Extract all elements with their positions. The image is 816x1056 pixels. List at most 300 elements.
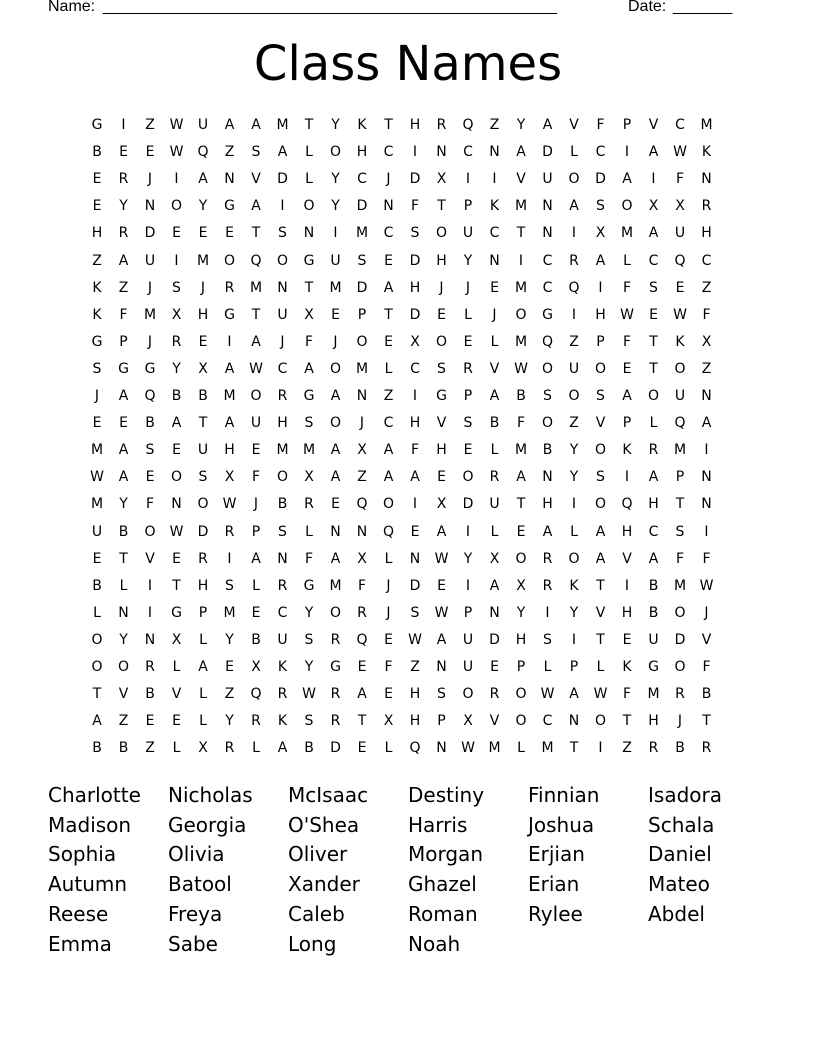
grid-letter: A: [198, 659, 208, 675]
grid-letter: B: [198, 388, 208, 404]
grid-letter: P: [569, 659, 579, 675]
grid-letter: S: [278, 523, 287, 540]
grid-letter: T: [198, 415, 208, 432]
grid-letter: O: [621, 198, 633, 215]
grid-letter: I: [174, 252, 179, 269]
grid-letter: K: [489, 198, 500, 215]
grid-letter: C: [542, 279, 553, 296]
grid-letter: I: [624, 144, 630, 161]
grid-letter: O: [541, 415, 554, 432]
grid-letter: E: [92, 415, 102, 432]
grid-letter: U: [542, 171, 553, 188]
grid-letter: D: [277, 171, 288, 188]
grid-letter: N: [356, 523, 368, 540]
grid-letter: L: [570, 144, 578, 161]
grid-letter: Q: [541, 333, 554, 350]
grid-letter: T: [384, 306, 393, 323]
grid-letter: O: [382, 496, 395, 513]
grid-letter: H: [409, 279, 421, 296]
grid-letter: E: [145, 144, 155, 161]
grid-letter: N: [171, 496, 182, 513]
grid-letter: K: [277, 659, 288, 675]
grid-letter: N: [144, 631, 156, 648]
grid-letter: N: [489, 604, 500, 621]
grid-letter: H: [91, 225, 103, 242]
grid-letter: A: [251, 117, 261, 133]
grid-letter: U: [250, 415, 262, 432]
grid-letter: A: [648, 550, 659, 567]
grid-letter: A: [622, 388, 632, 404]
grid-letter: O: [276, 252, 289, 269]
grid-letter: I: [412, 144, 418, 161]
grid-letter: R: [277, 577, 288, 594]
grid-letter: M: [514, 279, 528, 296]
grid-letter: S: [410, 604, 420, 621]
grid-letter: V: [622, 550, 632, 567]
grid-letter: F: [596, 117, 605, 133]
grid-letter: X: [436, 496, 447, 513]
grid-letter: H: [409, 713, 421, 730]
grid-letter: B: [171, 388, 182, 404]
grid-letter: N: [542, 225, 553, 242]
grid-letter: Z: [118, 713, 129, 730]
grid-letter: G: [118, 360, 129, 377]
grid-letter: I: [545, 604, 550, 621]
grid-letter: G: [224, 306, 235, 323]
grid-letter: V: [516, 171, 526, 188]
grid-letter: I: [412, 388, 418, 404]
grid-letter: I: [465, 523, 471, 540]
grid-letter: W: [434, 550, 449, 567]
grid-letter: S: [304, 631, 314, 648]
grid-letter: O: [515, 713, 527, 730]
grid-letter: M: [249, 279, 263, 296]
grid-letter: N: [303, 225, 315, 242]
grid-letter: A: [330, 550, 341, 567]
grid-letter: C: [701, 252, 712, 269]
grid-letter: E: [119, 415, 128, 432]
grid-letter: Z: [224, 144, 235, 161]
word-list-item: Daniel: [648, 842, 712, 867]
grid-letter: A: [330, 442, 341, 459]
grid-letter: U: [568, 360, 580, 377]
grid-letter: O: [197, 496, 209, 513]
grid-letter: H: [648, 496, 659, 513]
grid-letter: H: [409, 686, 421, 703]
grid-letter: O: [462, 686, 474, 703]
grid-letter: D: [595, 171, 606, 188]
grid-letter: J: [333, 333, 338, 350]
grid-letter: N: [701, 496, 712, 513]
grid-letter: M: [673, 442, 687, 459]
grid-letter: C: [542, 252, 553, 269]
grid-letter: B: [701, 686, 712, 703]
grid-letter: X: [516, 577, 526, 594]
grid-letter: M: [276, 442, 289, 459]
grid-letter: I: [333, 225, 338, 242]
grid-letter: E: [225, 659, 234, 675]
word-list-item: Erjian: [528, 842, 585, 867]
grid-letter: X: [224, 469, 235, 486]
grid-letter: R: [701, 198, 712, 215]
grid-letter: E: [225, 225, 234, 242]
grid-letter: A: [622, 171, 632, 188]
grid-letter: S: [278, 225, 287, 242]
grid-letter: Q: [356, 631, 368, 648]
grid-letter: F: [622, 279, 632, 296]
grid-letter: D: [489, 631, 500, 648]
grid-letter: D: [409, 577, 421, 594]
grid-letter: C: [383, 415, 394, 432]
grid-letter: O: [329, 604, 342, 621]
grid-letter: C: [277, 360, 288, 377]
grid-letter: M: [90, 442, 104, 459]
letter-grid: [84, 112, 732, 760]
grid-letter: I: [465, 171, 471, 188]
grid-letter: D: [330, 740, 341, 757]
grid-letter: H: [277, 415, 288, 432]
grid-letter: F: [675, 171, 685, 188]
grid-letter: T: [437, 198, 446, 215]
grid-letter: G: [91, 333, 103, 350]
grid-letter: E: [331, 306, 340, 323]
grid-letter: U: [144, 252, 156, 269]
grid-letter: X: [357, 550, 367, 567]
grid-letter: O: [250, 388, 262, 404]
grid-letter: Y: [119, 496, 128, 513]
grid-letter: N: [489, 252, 500, 269]
grid-letter: E: [172, 713, 181, 730]
grid-letter: A: [251, 198, 261, 215]
word-list-item: Finnian: [528, 783, 600, 807]
grid-letter: X: [171, 631, 182, 648]
grid-letter: S: [198, 469, 208, 486]
grid-letter: A: [595, 252, 606, 269]
grid-letter: I: [571, 496, 577, 513]
word-list-item: Autumn: [48, 872, 128, 897]
grid-letter: A: [648, 469, 659, 486]
grid-letter: S: [596, 388, 605, 404]
grid-letter: G: [303, 252, 315, 269]
grid-letter: U: [462, 225, 474, 242]
grid-letter: Y: [516, 117, 526, 133]
grid-letter: O: [91, 631, 103, 648]
grid-letter: W: [673, 144, 687, 161]
page-title: Class Names: [253, 36, 563, 92]
grid-letter: W: [169, 144, 184, 161]
grid-letter: L: [490, 523, 499, 540]
grid-letter: I: [121, 117, 126, 133]
grid-letter: F: [622, 333, 632, 350]
grid-letter: S: [92, 360, 102, 377]
grid-letter: J: [386, 577, 391, 594]
grid-letter: X: [436, 171, 447, 188]
grid-letter: E: [198, 225, 208, 242]
grid-letter: C: [675, 117, 685, 133]
grid-letter: C: [383, 144, 394, 161]
grid-letter: R: [171, 333, 182, 350]
grid-letter: L: [305, 171, 313, 188]
grid-letter: F: [357, 577, 367, 594]
grid-letter: X: [304, 469, 314, 486]
grid-letter: A: [383, 469, 394, 486]
word-list-item: Madison: [48, 812, 132, 837]
grid-letter: Q: [674, 415, 686, 432]
grid-letter: H: [409, 117, 421, 133]
word-list-item: Caleb: [288, 901, 345, 926]
grid-letter: O: [674, 360, 686, 377]
word-list-item: Rylee: [528, 901, 583, 926]
grid-letter: R: [304, 496, 314, 513]
word-list-item: Harris: [408, 812, 468, 837]
grid-letter: P: [463, 388, 473, 404]
word-list-item: Noah: [408, 931, 461, 956]
grid-letter: N: [701, 469, 712, 486]
grid-letter: Q: [356, 496, 368, 513]
grid-letter: E: [490, 659, 499, 675]
grid-letter: S: [463, 415, 473, 432]
grid-letter: R: [118, 225, 129, 242]
grid-letter: M: [329, 577, 342, 594]
word-list-item: Batool: [168, 872, 232, 897]
grid-letter: A: [648, 144, 659, 161]
grid-letter: A: [436, 523, 447, 540]
grid-letter: I: [227, 550, 232, 567]
grid-letter: T: [649, 360, 658, 377]
date-line: _______: [673, 0, 732, 15]
name-line: ______________________________________________________: [103, 0, 557, 15]
grid-letter: A: [516, 469, 526, 486]
grid-letter: X: [198, 360, 208, 377]
grid-letter: Z: [145, 740, 155, 757]
word-list-item: Olivia: [168, 842, 225, 867]
grid-letter: F: [702, 659, 711, 675]
grid-letter: E: [490, 279, 499, 296]
grid-letter: N: [224, 171, 235, 188]
grid-letter: T: [622, 713, 632, 730]
word-list-item: Erian: [528, 872, 580, 897]
grid-letter: Q: [250, 686, 262, 703]
grid-letter: C: [648, 523, 659, 540]
grid-letter: B: [304, 740, 314, 757]
grid-letter: I: [465, 577, 471, 594]
grid-letter: A: [198, 171, 208, 188]
grid-letter: Z: [569, 415, 579, 432]
grid-letter: I: [571, 631, 577, 648]
grid-letter: E: [622, 360, 632, 377]
grid-letter: N: [277, 550, 288, 567]
grid-letter: R: [701, 740, 712, 757]
grid-letter: O: [674, 659, 686, 675]
grid-letter: D: [409, 171, 421, 188]
grid-letter: X: [304, 306, 314, 323]
grid-letter: A: [357, 686, 367, 703]
grid-letter: T: [357, 713, 367, 730]
grid-letter: M: [143, 306, 157, 323]
grid-letter: N: [436, 740, 447, 757]
grid-letter: T: [304, 279, 314, 296]
word-list-item: O'Shea: [288, 812, 360, 837]
grid-letter: T: [516, 496, 526, 513]
grid-letter: P: [463, 198, 473, 215]
grid-letter: H: [356, 144, 368, 161]
grid-letter: R: [489, 686, 500, 703]
grid-letter: E: [649, 306, 658, 323]
grid-letter: C: [595, 144, 606, 161]
grid-letter: P: [463, 604, 473, 621]
worksheet-header: [48, 0, 748, 18]
grid-letter: R: [198, 550, 208, 567]
grid-letter: U: [277, 631, 288, 648]
grid-letter: O: [462, 469, 474, 486]
grid-letter: L: [490, 333, 499, 350]
grid-letter: E: [145, 469, 155, 486]
grid-letter: W: [593, 686, 608, 703]
date-label: Date:: [628, 0, 667, 15]
grid-letter: X: [198, 740, 208, 757]
grid-letter: P: [251, 523, 261, 540]
grid-letter: E: [463, 333, 473, 350]
grid-letter: R: [463, 360, 473, 377]
grid-letter: F: [622, 686, 632, 703]
grid-letter: Q: [674, 252, 686, 269]
grid-letter: F: [410, 442, 420, 459]
word-list-item: Freya: [168, 901, 223, 926]
grid-letter: L: [305, 523, 313, 540]
grid-letter: Y: [331, 117, 340, 133]
grid-letter: V: [251, 171, 261, 188]
grid-letter: A: [330, 388, 341, 404]
grid-letter: N: [409, 550, 421, 567]
grid-letter: P: [622, 415, 632, 432]
grid-letter: R: [489, 469, 500, 486]
grid-letter: L: [649, 415, 658, 432]
word-list-item: McIsaac: [288, 783, 369, 807]
grid-letter: J: [94, 388, 100, 404]
grid-letter: Y: [119, 198, 128, 215]
grid-letter: Y: [331, 171, 340, 188]
grid-letter: K: [569, 577, 579, 594]
grid-letter: B: [92, 740, 102, 757]
grid-letter: O: [568, 550, 580, 567]
grid-letter: Z: [701, 360, 712, 377]
grid-letter: Z: [383, 388, 394, 404]
grid-letter: Z: [701, 279, 712, 296]
grid-letter: R: [436, 117, 447, 133]
grid-letter: W: [461, 740, 475, 757]
grid-letter: K: [675, 333, 685, 350]
grid-letter: S: [304, 415, 314, 432]
grid-letter: F: [516, 415, 526, 432]
grid-letter: S: [251, 144, 261, 161]
grid-letter: A: [92, 713, 102, 730]
grid-letter: A: [595, 523, 606, 540]
grid-letter: H: [542, 496, 553, 513]
grid-letter: I: [147, 604, 153, 621]
word-list-item: Xander: [288, 872, 360, 897]
grid-letter: O: [117, 659, 130, 675]
word-list-item: Schala: [648, 812, 715, 837]
grid-letter: I: [571, 306, 577, 323]
grid-letter: A: [516, 144, 526, 161]
grid-letter: P: [516, 659, 526, 675]
grid-letter: V: [118, 686, 129, 703]
grid-letter: R: [542, 550, 553, 567]
grid-letter: O: [356, 333, 368, 350]
grid-letter: E: [437, 469, 446, 486]
grid-letter: A: [383, 442, 394, 459]
grid-letter: A: [118, 388, 129, 404]
grid-letter: K: [277, 713, 288, 730]
grid-letter: G: [303, 577, 315, 594]
grid-letter: Y: [463, 550, 473, 567]
word-list-item: Destiny: [408, 783, 485, 807]
grid-letter: O: [170, 198, 183, 215]
grid-letter: B: [516, 388, 526, 404]
grid-letter: J: [147, 171, 153, 188]
grid-letter: A: [224, 360, 235, 377]
grid-letter: B: [118, 740, 129, 757]
grid-letter: Z: [145, 117, 155, 133]
grid-letter: S: [225, 577, 234, 594]
grid-letter: F: [119, 306, 128, 323]
grid-letter: Q: [382, 523, 395, 540]
grid-letter: L: [464, 306, 472, 323]
grid-letter: Y: [569, 442, 579, 459]
grid-letter: O: [515, 306, 527, 323]
word-list-item: Mateo: [648, 872, 710, 897]
grid-letter: W: [302, 686, 316, 703]
grid-letter: L: [93, 604, 101, 621]
grid-letter: C: [383, 225, 394, 242]
grid-letter: J: [492, 306, 497, 323]
word-list-item: Joshua: [528, 812, 595, 837]
grid-letter: K: [92, 306, 102, 323]
grid-letter: U: [674, 388, 686, 404]
grid-letter: B: [92, 577, 102, 594]
grid-letter: D: [674, 631, 686, 648]
grid-letter: J: [386, 604, 391, 621]
grid-letter: A: [569, 686, 579, 703]
grid-letter: O: [594, 360, 607, 377]
grid-letter: I: [624, 577, 630, 594]
grid-letter: O: [515, 550, 527, 567]
grid-letter: U: [674, 225, 686, 242]
grid-letter: Y: [225, 631, 234, 648]
grid-letter: O: [170, 469, 183, 486]
grid-letter: A: [595, 550, 606, 567]
word-list-item: Emma: [48, 931, 112, 956]
grid-letter: M: [673, 577, 687, 594]
grid-letter: J: [253, 496, 259, 513]
grid-letter: P: [622, 117, 632, 133]
grid-letter: A: [118, 252, 129, 269]
grid-letter: R: [330, 631, 341, 648]
grid-letter: M: [514, 198, 528, 215]
grid-letter: A: [224, 117, 235, 133]
grid-letter: T: [649, 333, 658, 350]
grid-letter: U: [330, 252, 341, 269]
grid-letter: B: [675, 740, 685, 757]
grid-letter: P: [596, 333, 605, 350]
word-list-item: Georgia: [168, 812, 247, 837]
grid-letter: A: [542, 117, 553, 133]
grid-letter: I: [518, 252, 524, 269]
grid-letter: S: [675, 523, 685, 540]
grid-letter: A: [569, 198, 579, 215]
grid-letter: A: [542, 523, 553, 540]
grid-letter: A: [277, 740, 288, 757]
